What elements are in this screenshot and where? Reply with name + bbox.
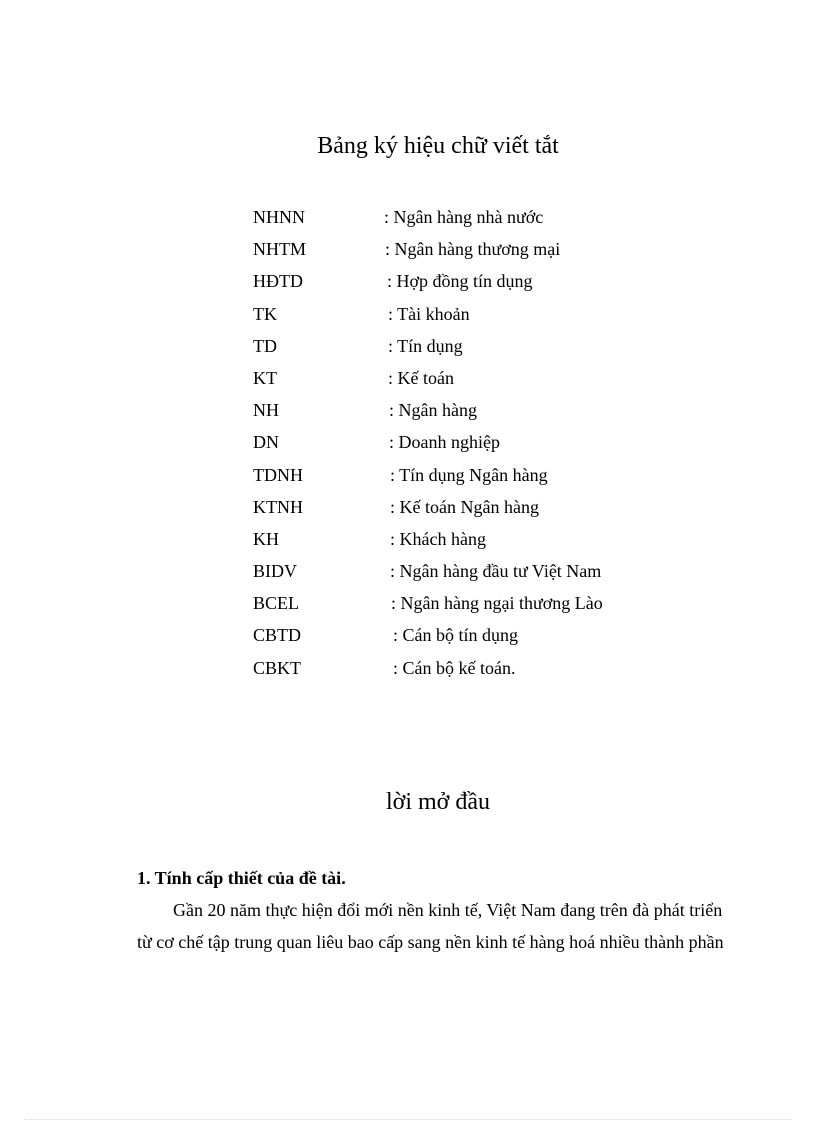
abbreviation-description: : Tín dụng — [388, 335, 463, 356]
abbreviation-code: NHTM — [253, 239, 306, 260]
abbreviation-code: CBTD — [253, 625, 302, 646]
abbreviation-code: BCEL — [253, 593, 300, 614]
paragraph-line: từ cơ chế tập trung quan liêu bao cấp sang nền kinh tế hàng hoá nhiều thành phần — [137, 932, 724, 952]
abbreviation-code: TK — [253, 303, 277, 324]
abbreviation-description: : Tín dụng Ngân hàng — [390, 464, 548, 485]
abbreviation-description: : Kế toán — [388, 367, 454, 388]
abbreviation-description: : Tài khoản — [388, 303, 470, 324]
abbreviation-description: : Ngân hàng thương mại — [385, 239, 561, 260]
abbreviation-description: : Kế toán Ngân hàng — [390, 496, 539, 517]
abbreviation-code: HĐTD — [253, 271, 303, 292]
abbreviation-code: NH — [253, 400, 279, 421]
abbreviations-title: Bảng ký hiệu chữ viết tắt — [317, 133, 559, 159]
abbreviation-description: : Hợp đồng tín dụng — [387, 271, 533, 292]
abbreviation-description: : Cán bộ kế toán. — [393, 657, 516, 678]
abbreviation-description: : Ngân hàng ngại thương Lào — [391, 593, 603, 614]
abbreviation-code: BIDV — [253, 561, 297, 582]
abbreviation-description: : Ngân hàng — [389, 400, 477, 421]
abbreviation-description: : Doanh nghiệp — [389, 432, 500, 453]
abbreviation-description: : Cán bộ tín dụng — [393, 625, 518, 646]
abbreviation-code: KH — [253, 528, 279, 549]
abbreviation-code: NHNN — [253, 207, 305, 227]
page-bottom-divider — [24, 1119, 792, 1120]
abbreviation-code: KT — [253, 367, 277, 388]
abbreviation-code: CBKT — [253, 657, 302, 678]
abbreviation-description: : Ngân hàng nhà nước — [384, 207, 544, 227]
intro-title: lời mở đầu — [385, 789, 491, 815]
section-heading: 1. Tính cấp thiết của đề tài. — [137, 868, 346, 888]
paragraph-line: Gần 20 năm thực hiện đổi mới nền kinh tế, Việt Nam đang trên đà phát triển — [173, 900, 723, 920]
abbreviation-code: TDNH — [253, 464, 303, 485]
abbreviation-description: : Ngân hàng đầu tư Việt Nam — [390, 561, 602, 582]
abbreviation-description: : Khách hàng — [390, 528, 486, 549]
abbreviation-code: KTNH — [253, 496, 303, 517]
abbreviation-code: DN — [253, 432, 279, 453]
abbreviation-code: TD — [253, 335, 277, 356]
